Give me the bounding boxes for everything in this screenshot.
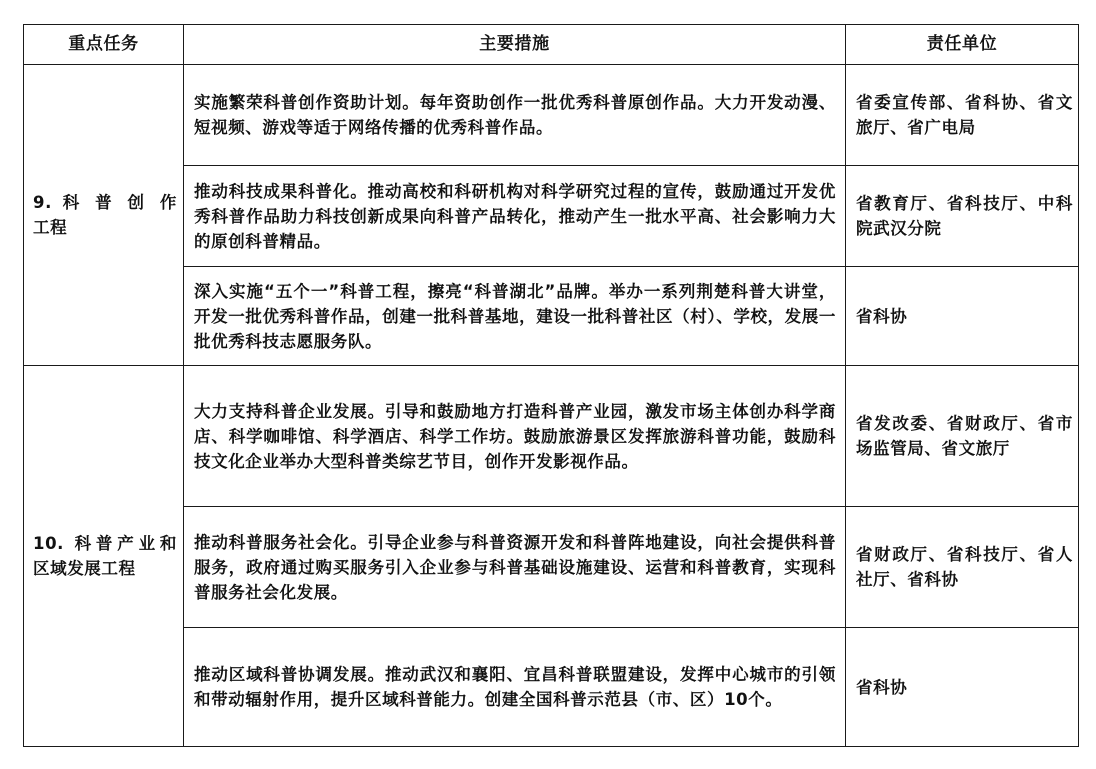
measure-cell: 大力支持科普企业发展。引导和鼓励地方打造科普产业园，激发市场主体创办科学商店、科学咖啡馆、科学酒店、科学工作坊。鼓励旅游景区发挥旅游科普功能，鼓励科技文化企业举办大型科普类综艺节目，创作开发影视作品。 — [184, 366, 846, 507]
header-task: 重点任务 — [24, 25, 184, 65]
task-table — [23, 24, 1079, 747]
table-row — [24, 366, 1079, 507]
unit-cell: 省发改委、省财政厅、省市场监管局、省文旅厅 — [846, 366, 1079, 507]
measure-cell: 推动区域科普协调发展。推动武汉和襄阳、宜昌科普联盟建设，发挥中心城市的引领和带动辐射作用，提升区域科普能力。创建全国科普示范县（市、区）10个。 — [184, 628, 846, 747]
unit-cell: 省教育厅、省科技厅、中科院武汉分院 — [846, 166, 1079, 267]
task-name-line1: 9. 科 普 创 作 — [33, 193, 177, 212]
task-cell-9 — [24, 65, 184, 366]
task-name-line2: 区域发展工程 — [33, 559, 136, 578]
unit-cell: 省科协 — [846, 628, 1079, 747]
unit-cell: 省委宣传部、省科协、省文旅厅、省广电局 — [846, 65, 1079, 166]
measure-cell: 推动科技成果科普化。推动高校和科研机构对科学研究过程的宣传，鼓励通过开发优秀科普作品助力科技创新成果向科普产品转化，推动产生一批水平高、社会影响力大的原创科普精品。 — [184, 166, 846, 267]
task-name-line1: 10. 科普产业和 — [33, 534, 177, 553]
header-units: 责任单位 — [846, 25, 1079, 65]
measure-cell: 实施繁荣科普创作资助计划。每年资助创作一批优秀科普原创作品。大力开发动漫、短视频、游戏等适于网络传播的优秀科普作品。 — [184, 65, 846, 166]
unit-cell: 省科协 — [846, 267, 1079, 366]
measure-cell: 推动科普服务社会化。引导企业参与科普资源开发和科普阵地建设，向社会提供科普服务，政府通过购买服务引入企业参与科普基础设施建设、运营和科普教育，实现科普服务社会化发展。 — [184, 507, 846, 628]
header-row — [24, 25, 1079, 65]
unit-cell: 省财政厅、省科技厅、省人社厅、省科协 — [846, 507, 1079, 628]
measure-cell: 深入实施“五个一”科普工程，擦亮“科普湖北”品牌。举办一系列荆楚科普大讲堂，开发一批优秀科普作品，创建一批科普基地，建设一批科普社区（村）、学校，发展一批优秀科技志愿服务队。 — [184, 267, 846, 366]
task-cell-10 — [24, 366, 184, 747]
task-name-line2: 工程 — [33, 218, 68, 237]
header-measures: 主要措施 — [184, 25, 846, 65]
table-row — [24, 65, 1079, 166]
